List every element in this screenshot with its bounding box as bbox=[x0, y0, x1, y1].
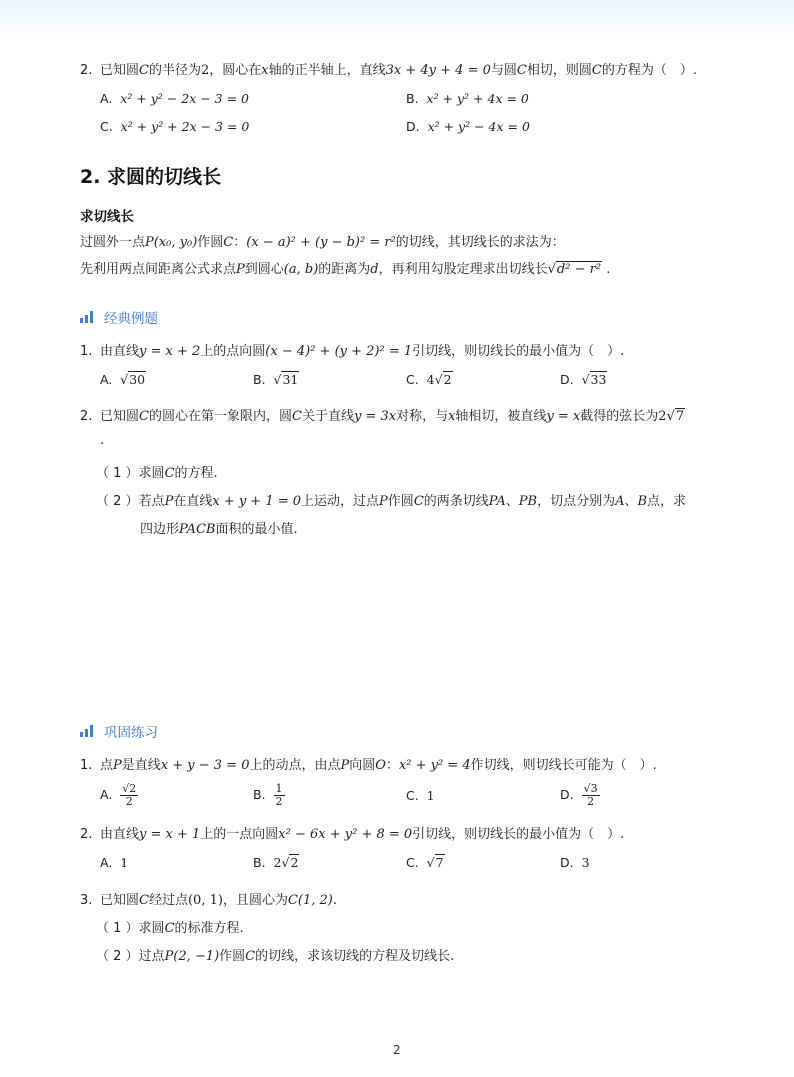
sqrt-expr: √d² − r² bbox=[547, 262, 602, 277]
math-segment: PA bbox=[488, 494, 506, 509]
sqrt-expr: √7 bbox=[666, 409, 685, 424]
math-line: y = x bbox=[546, 409, 581, 424]
sqrt-content: 7 bbox=[675, 409, 685, 424]
coefficient: 4 bbox=[426, 372, 435, 387]
option-label: D. bbox=[560, 855, 574, 870]
text: 到圆心 bbox=[244, 262, 284, 277]
option-label: B. bbox=[253, 855, 266, 870]
page-number: 2 bbox=[393, 1043, 401, 1057]
text: 作圆 bbox=[197, 235, 224, 250]
text: 的方程. bbox=[174, 466, 218, 481]
option-value: 3 bbox=[581, 855, 590, 870]
sqrt-expr: √2 bbox=[281, 855, 299, 870]
question-number: 3. bbox=[80, 893, 93, 908]
option-label: A. bbox=[100, 372, 113, 387]
math-quad: PACB bbox=[179, 522, 216, 537]
example-question-2 bbox=[80, 408, 685, 426]
math-var: C bbox=[516, 63, 527, 78]
sqrt-expr: √33 bbox=[581, 372, 607, 387]
sub-question-2 bbox=[96, 948, 454, 966]
option-label: B. bbox=[406, 91, 419, 106]
option-b bbox=[406, 90, 529, 108]
text: ： bbox=[233, 235, 247, 250]
sub-question-1 bbox=[96, 465, 218, 483]
text: 的标准方程. bbox=[174, 921, 244, 936]
text: 的圆心在第一象限内，圆 bbox=[148, 409, 292, 424]
text: 作圆 bbox=[219, 949, 246, 964]
math-var: C bbox=[245, 949, 256, 964]
question-number: 2. bbox=[80, 827, 93, 842]
math-var: C bbox=[223, 235, 234, 250]
math-var: C bbox=[591, 63, 602, 78]
sqrt-content: 7 bbox=[435, 855, 444, 870]
math-var: C bbox=[139, 63, 149, 78]
option-b bbox=[253, 371, 299, 389]
sqrt-content: d² − r² bbox=[556, 262, 602, 277]
text: ，且圆心为 bbox=[222, 893, 288, 908]
text: 是直线 bbox=[121, 758, 161, 773]
math-var: P bbox=[379, 494, 388, 509]
text: 相切，则圆 bbox=[526, 63, 592, 78]
option-c bbox=[406, 787, 435, 805]
trailing-dot: . bbox=[100, 433, 105, 448]
text: 的切线，求该切线的方程及切线长. bbox=[255, 949, 455, 964]
math-var: C bbox=[164, 466, 175, 481]
text: 的半径为 bbox=[148, 63, 201, 78]
text: 与圆 bbox=[490, 63, 517, 78]
text: 求圆 bbox=[138, 466, 165, 481]
coefficient: 2 bbox=[273, 855, 282, 870]
bar-chart-icon bbox=[80, 725, 93, 737]
math-circle: x² − 6x + y² + 8 = 0 bbox=[278, 827, 413, 842]
text: 上的一点向圆 bbox=[200, 827, 279, 842]
text: 作切线，则切线长可能为（ ）. bbox=[470, 758, 657, 773]
text: 的两条切线 bbox=[423, 494, 489, 509]
text: 引切线，则切线长的最小值为（ ）. bbox=[412, 344, 625, 359]
text: 上的点向圆 bbox=[200, 344, 266, 359]
text: 对称，与 bbox=[396, 409, 449, 424]
math-var: C bbox=[413, 494, 424, 509]
question-number: 2. bbox=[80, 409, 93, 424]
math-circle: (x − 4)² + (y + 2)² = 1 bbox=[265, 344, 413, 359]
option-value: 1 bbox=[120, 855, 129, 870]
sub-question-2 bbox=[96, 493, 686, 511]
option-b bbox=[253, 854, 299, 872]
option-d bbox=[560, 371, 607, 389]
text: 轴的正半轴上，直线 bbox=[268, 63, 386, 78]
sqrt-expr: √2 bbox=[434, 372, 452, 387]
sqrt-content: 2 bbox=[290, 855, 299, 870]
math-line: x + y − 3 = 0 bbox=[160, 758, 250, 773]
denominator: 2 bbox=[275, 795, 283, 808]
text: 上运动，过点 bbox=[301, 494, 380, 509]
text: . bbox=[332, 893, 337, 908]
sub-number: （ 2 ） bbox=[96, 949, 139, 964]
text: ，圆心在 bbox=[209, 63, 262, 78]
option-expr: x² + y² − 4x = 0 bbox=[427, 119, 530, 134]
subsection-title: 求切线长 bbox=[80, 209, 134, 225]
option-b bbox=[253, 783, 285, 808]
option-a bbox=[100, 90, 249, 108]
examples-label bbox=[80, 307, 158, 327]
math-line: x + y + 1 = 0 bbox=[212, 494, 302, 509]
math-var: P bbox=[236, 262, 245, 277]
math-circle: x² + y² = 4 bbox=[398, 758, 471, 773]
text: 截得的弦长为 bbox=[580, 409, 659, 424]
math-var: B bbox=[637, 494, 648, 509]
option-label: D. bbox=[560, 372, 574, 387]
question-number: 1. bbox=[80, 758, 93, 773]
fraction bbox=[274, 783, 285, 808]
option-label: D. bbox=[406, 119, 420, 134]
text: 轴相切，被直线 bbox=[455, 409, 547, 424]
option-value: 1 bbox=[426, 788, 435, 803]
text: 若点 bbox=[138, 494, 165, 509]
text: ： bbox=[385, 758, 399, 773]
examples-label-text: 经典例题 bbox=[104, 311, 158, 327]
math-var: P bbox=[340, 758, 350, 773]
option-expr: x² + y² + 4x = 0 bbox=[426, 91, 529, 106]
text: 已知圆 bbox=[100, 893, 140, 908]
option-c bbox=[406, 371, 453, 389]
math-var: x bbox=[448, 409, 456, 424]
math-var: O bbox=[375, 758, 386, 773]
option-label: A. bbox=[100, 787, 113, 802]
bar-chart-icon bbox=[80, 311, 93, 323]
math-var: P bbox=[164, 494, 174, 509]
sqrt-expr: √31 bbox=[273, 372, 299, 387]
numerator: √2 bbox=[122, 782, 137, 795]
text: 向圆 bbox=[349, 758, 376, 773]
option-label: B. bbox=[253, 787, 266, 802]
practice-question-2 bbox=[80, 826, 624, 844]
math-var: C bbox=[139, 893, 149, 908]
option-expr: x² + y² − 2x − 3 = 0 bbox=[120, 91, 249, 106]
option-label: A. bbox=[100, 855, 113, 870]
practice-question-1 bbox=[80, 757, 657, 775]
practice-label-text: 巩固练习 bbox=[104, 725, 158, 741]
option-d bbox=[560, 854, 590, 872]
math-line: y = x + 1 bbox=[139, 827, 201, 842]
text: 上的动点，由点 bbox=[249, 758, 341, 773]
option-label: C. bbox=[100, 119, 113, 134]
numerator: 1 bbox=[275, 782, 283, 795]
text: 关于直线 bbox=[301, 409, 354, 424]
fraction bbox=[120, 783, 138, 808]
option-a bbox=[100, 783, 138, 808]
text: 引切线，则切线长的最小值为（ ）. bbox=[412, 827, 625, 842]
math-var: x bbox=[261, 63, 269, 78]
text: 面积的最小值. bbox=[215, 522, 298, 537]
math-point: (0, 1) bbox=[187, 893, 223, 908]
math-point: P(2, −1) bbox=[164, 949, 220, 964]
math-var: C bbox=[164, 921, 175, 936]
text: ，切点分别为 bbox=[537, 494, 616, 509]
text: 的距离为 bbox=[318, 262, 371, 277]
math-line: 3x + 4y + 4 = 0 bbox=[385, 63, 491, 78]
math-var: C bbox=[291, 409, 302, 424]
option-label: D. bbox=[560, 787, 574, 802]
math-num: 2 bbox=[200, 63, 210, 78]
fraction bbox=[582, 783, 600, 808]
numerator: √3 bbox=[583, 782, 598, 795]
question-number: 1. bbox=[80, 344, 93, 359]
denominator: 2 bbox=[587, 795, 595, 808]
option-expr: x² + y² + 2x − 3 = 0 bbox=[120, 119, 250, 134]
text: 由直线 bbox=[100, 827, 140, 842]
text: 点 bbox=[100, 758, 114, 773]
math-var: P bbox=[113, 758, 122, 773]
option-label: C. bbox=[406, 855, 419, 870]
text: 四边形 bbox=[140, 522, 180, 537]
text: 已知圆 bbox=[100, 63, 140, 78]
text: 由直线 bbox=[100, 344, 140, 359]
math-circle: (x − a)² + (y − b)² = r² bbox=[246, 235, 396, 250]
sqrt-content: 2 bbox=[443, 372, 452, 387]
sqrt-content: 30 bbox=[129, 372, 146, 387]
math-point: (a, b) bbox=[283, 262, 319, 277]
header-band bbox=[0, 0, 794, 40]
text: . bbox=[606, 262, 611, 277]
method-paragraph-2 bbox=[80, 261, 610, 279]
math-var: C bbox=[139, 409, 149, 424]
text: 先利用两点间距离公式求点 bbox=[80, 262, 237, 277]
sub-number: （ 1 ） bbox=[96, 921, 139, 936]
method-paragraph-1 bbox=[80, 234, 565, 252]
math-var: d bbox=[370, 262, 379, 277]
option-label: C. bbox=[406, 788, 419, 803]
math-segment: PB bbox=[518, 494, 538, 509]
sub-number: （ 1 ） bbox=[96, 466, 139, 481]
text: 、 bbox=[505, 494, 519, 509]
text: 已知圆 bbox=[100, 409, 140, 424]
denominator: 2 bbox=[125, 795, 133, 808]
math-point: C(1, 2) bbox=[287, 893, 333, 908]
math-line: y = 3x bbox=[353, 409, 397, 424]
option-c bbox=[100, 118, 249, 136]
section-title: 2. 求圆的切线长 bbox=[80, 166, 222, 188]
option-a bbox=[100, 371, 146, 389]
option-label: A. bbox=[100, 91, 113, 106]
text: 经过点 bbox=[148, 893, 188, 908]
sub-question-1 bbox=[96, 920, 244, 938]
text: 、 bbox=[624, 494, 638, 509]
text: 求圆 bbox=[138, 921, 165, 936]
text: 作圆 bbox=[387, 494, 414, 509]
text: 的方程为（ ）. bbox=[601, 63, 697, 78]
text: 点，求 bbox=[647, 494, 687, 509]
sqrt-content: 31 bbox=[282, 372, 299, 387]
sqrt-content: 33 bbox=[590, 372, 607, 387]
text: 过圆外一点 bbox=[80, 235, 146, 250]
math-line: y = x + 2 bbox=[139, 344, 201, 359]
option-d bbox=[406, 118, 530, 136]
example-question-1 bbox=[80, 343, 624, 361]
math-var: A bbox=[615, 494, 625, 509]
math-point: P(x₀, y₀) bbox=[145, 235, 198, 250]
question-number: 2. bbox=[80, 63, 93, 78]
text: ，再利用勾股定理求出切线长 bbox=[378, 262, 548, 277]
sqrt-expr: √7 bbox=[426, 855, 444, 870]
text: 的切线，其切线长的求法为： bbox=[395, 235, 565, 250]
coefficient: 2 bbox=[658, 409, 667, 424]
question-top-2 bbox=[80, 62, 697, 80]
option-c bbox=[406, 854, 445, 872]
sqrt-expr: √30 bbox=[120, 372, 146, 387]
text: 过点 bbox=[138, 949, 165, 964]
practice-question-3 bbox=[80, 892, 337, 910]
text: 在直线 bbox=[173, 494, 213, 509]
option-d bbox=[560, 783, 600, 808]
option-a bbox=[100, 854, 128, 872]
sub-question-2-cont bbox=[140, 521, 298, 539]
practice-label bbox=[80, 721, 158, 741]
option-label: C. bbox=[406, 372, 419, 387]
option-label: B. bbox=[253, 372, 266, 387]
sub-number: （ 2 ） bbox=[96, 494, 139, 509]
